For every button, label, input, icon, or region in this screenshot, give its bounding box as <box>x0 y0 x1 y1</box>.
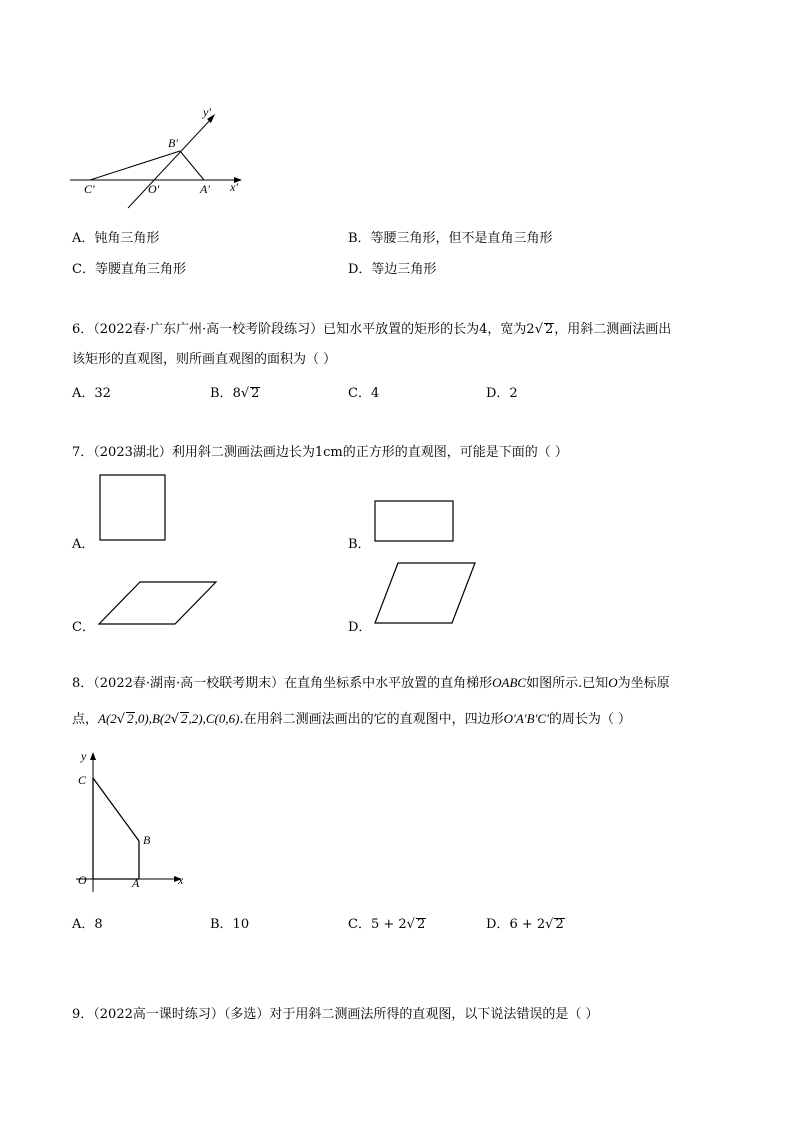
q7-stem: 7．（2023湖北）利用斜二测画法画边长为1cm的正方形的直观图，可能是下面的（ ） <box>72 445 568 460</box>
q7-option-d-label: D． <box>348 620 372 635</box>
q8-point-b-post: ,2) <box>188 711 203 726</box>
q5-option-a: A．钝角三角形 <box>72 231 160 246</box>
q8-point-c: ,C(0,6) <box>202 711 240 726</box>
q5-label-c: C′ <box>84 182 95 196</box>
q8-label-b: B <box>143 833 151 847</box>
q8-stem-mid2: .在用斜二测画法画出的它的直观图中，四边形 <box>239 712 504 727</box>
q8-trapezoid-name: OABC <box>492 675 527 690</box>
q8-stem-end: 为坐标原 <box>617 676 670 691</box>
q8-option-d <box>486 913 565 932</box>
q5-label-a: A′ <box>200 182 210 196</box>
q7-option-b-label: B． <box>348 537 371 552</box>
q6-stem-line2: 该矩形的直观图，则所画直观图的面积为（ ） <box>72 352 337 367</box>
q8-label-c: C <box>78 773 87 787</box>
q6-option-d: D．2 <box>486 386 518 401</box>
q8-point-a-post: ,0) <box>134 711 149 726</box>
q8-option-d-radicand: 2 <box>555 917 564 932</box>
q8-origin-name: O <box>608 675 618 690</box>
q8-stem-mid: 如图所示.已知 <box>526 676 609 691</box>
q8-option-a: A．8 <box>72 917 103 932</box>
q5-label-o: O′ <box>148 182 160 196</box>
q8-option-c-radicand: 2 <box>416 917 426 932</box>
q8-point-b-root: √ <box>170 712 180 727</box>
q8-option-d-prefix: D． <box>486 917 510 932</box>
q8-option-c-root: √ <box>406 917 415 932</box>
q8-y-arrow <box>90 752 96 760</box>
q6-option-b-coef: 8 <box>232 386 241 401</box>
q8-label-a: A <box>132 876 140 890</box>
q5-option-d: D．等边三角形 <box>348 262 437 277</box>
q6-option-c: C．4 <box>348 386 380 401</box>
q5-option-c: C．等腰直角三角形 <box>72 262 186 277</box>
q8-side-cb <box>93 778 139 841</box>
q8-option-c <box>348 913 426 932</box>
q5-option-b: B．等腰三角形，但不是直角三角形 <box>348 231 553 246</box>
q6-stem-text: 6．（2022春·广东广州·高一校考阶段练习）已知水平放置的矩形的长为4，宽为 <box>72 322 527 337</box>
q6-option-b-radicand: 2 <box>251 386 260 401</box>
q8-option-d-expr: 6 + 2 <box>509 917 546 932</box>
q7-option-a-label: A． <box>72 537 95 552</box>
q8-label-o: O <box>78 873 87 887</box>
q8-point-b-radicand: 2 <box>181 711 188 726</box>
q6-option-a: A．32 <box>72 386 111 401</box>
q8-label-y: y <box>81 749 87 763</box>
q8-stem-start: 点， <box>72 712 99 727</box>
q8-quad-name: O′A′B′C′ <box>503 711 549 726</box>
q8-stem-text: 8．（2022春·湖南·高一校联考期末）在直角坐标系中水平放置的直角梯形 <box>72 676 493 691</box>
q5-label-b: B′ <box>168 136 178 150</box>
q6-width-radicand: 2 <box>544 322 554 337</box>
q8-point-a-root: √ <box>116 712 126 727</box>
q8-point-a-pre: A(2 <box>98 711 117 726</box>
q8-option-b: B．10 <box>210 917 250 932</box>
q6-stem-text-end: ，用斜二测画法画出 <box>554 322 672 337</box>
q8-option-c-prefix: C． <box>348 917 371 932</box>
q8-option-c-expr: 5 + 2 <box>370 917 407 932</box>
q8-stem-end2: 的周长为（ ） <box>548 712 632 727</box>
q8-label-x: x <box>178 873 184 887</box>
q5-label-x: x′ <box>230 180 238 194</box>
q9-stem: 9．（2022高一课时练习）（多选）对于用斜二测画法所得的直观图，以下说法错误的是（ ） <box>72 1007 599 1022</box>
q6-width-coef: 2 <box>526 322 535 337</box>
q6-option-b-root: √ <box>240 386 250 401</box>
q8-option-d-root: √ <box>545 917 554 932</box>
q5-label-y: y′ <box>203 105 211 119</box>
q7-option-c-label: C． <box>72 620 95 635</box>
q6-option-b-prefix: B． <box>210 386 233 401</box>
q8-point-a-radicand: 2 <box>127 711 134 726</box>
q8-point-b-pre: ,B(2 <box>148 711 171 726</box>
q6-root-sign: √ <box>534 322 543 337</box>
